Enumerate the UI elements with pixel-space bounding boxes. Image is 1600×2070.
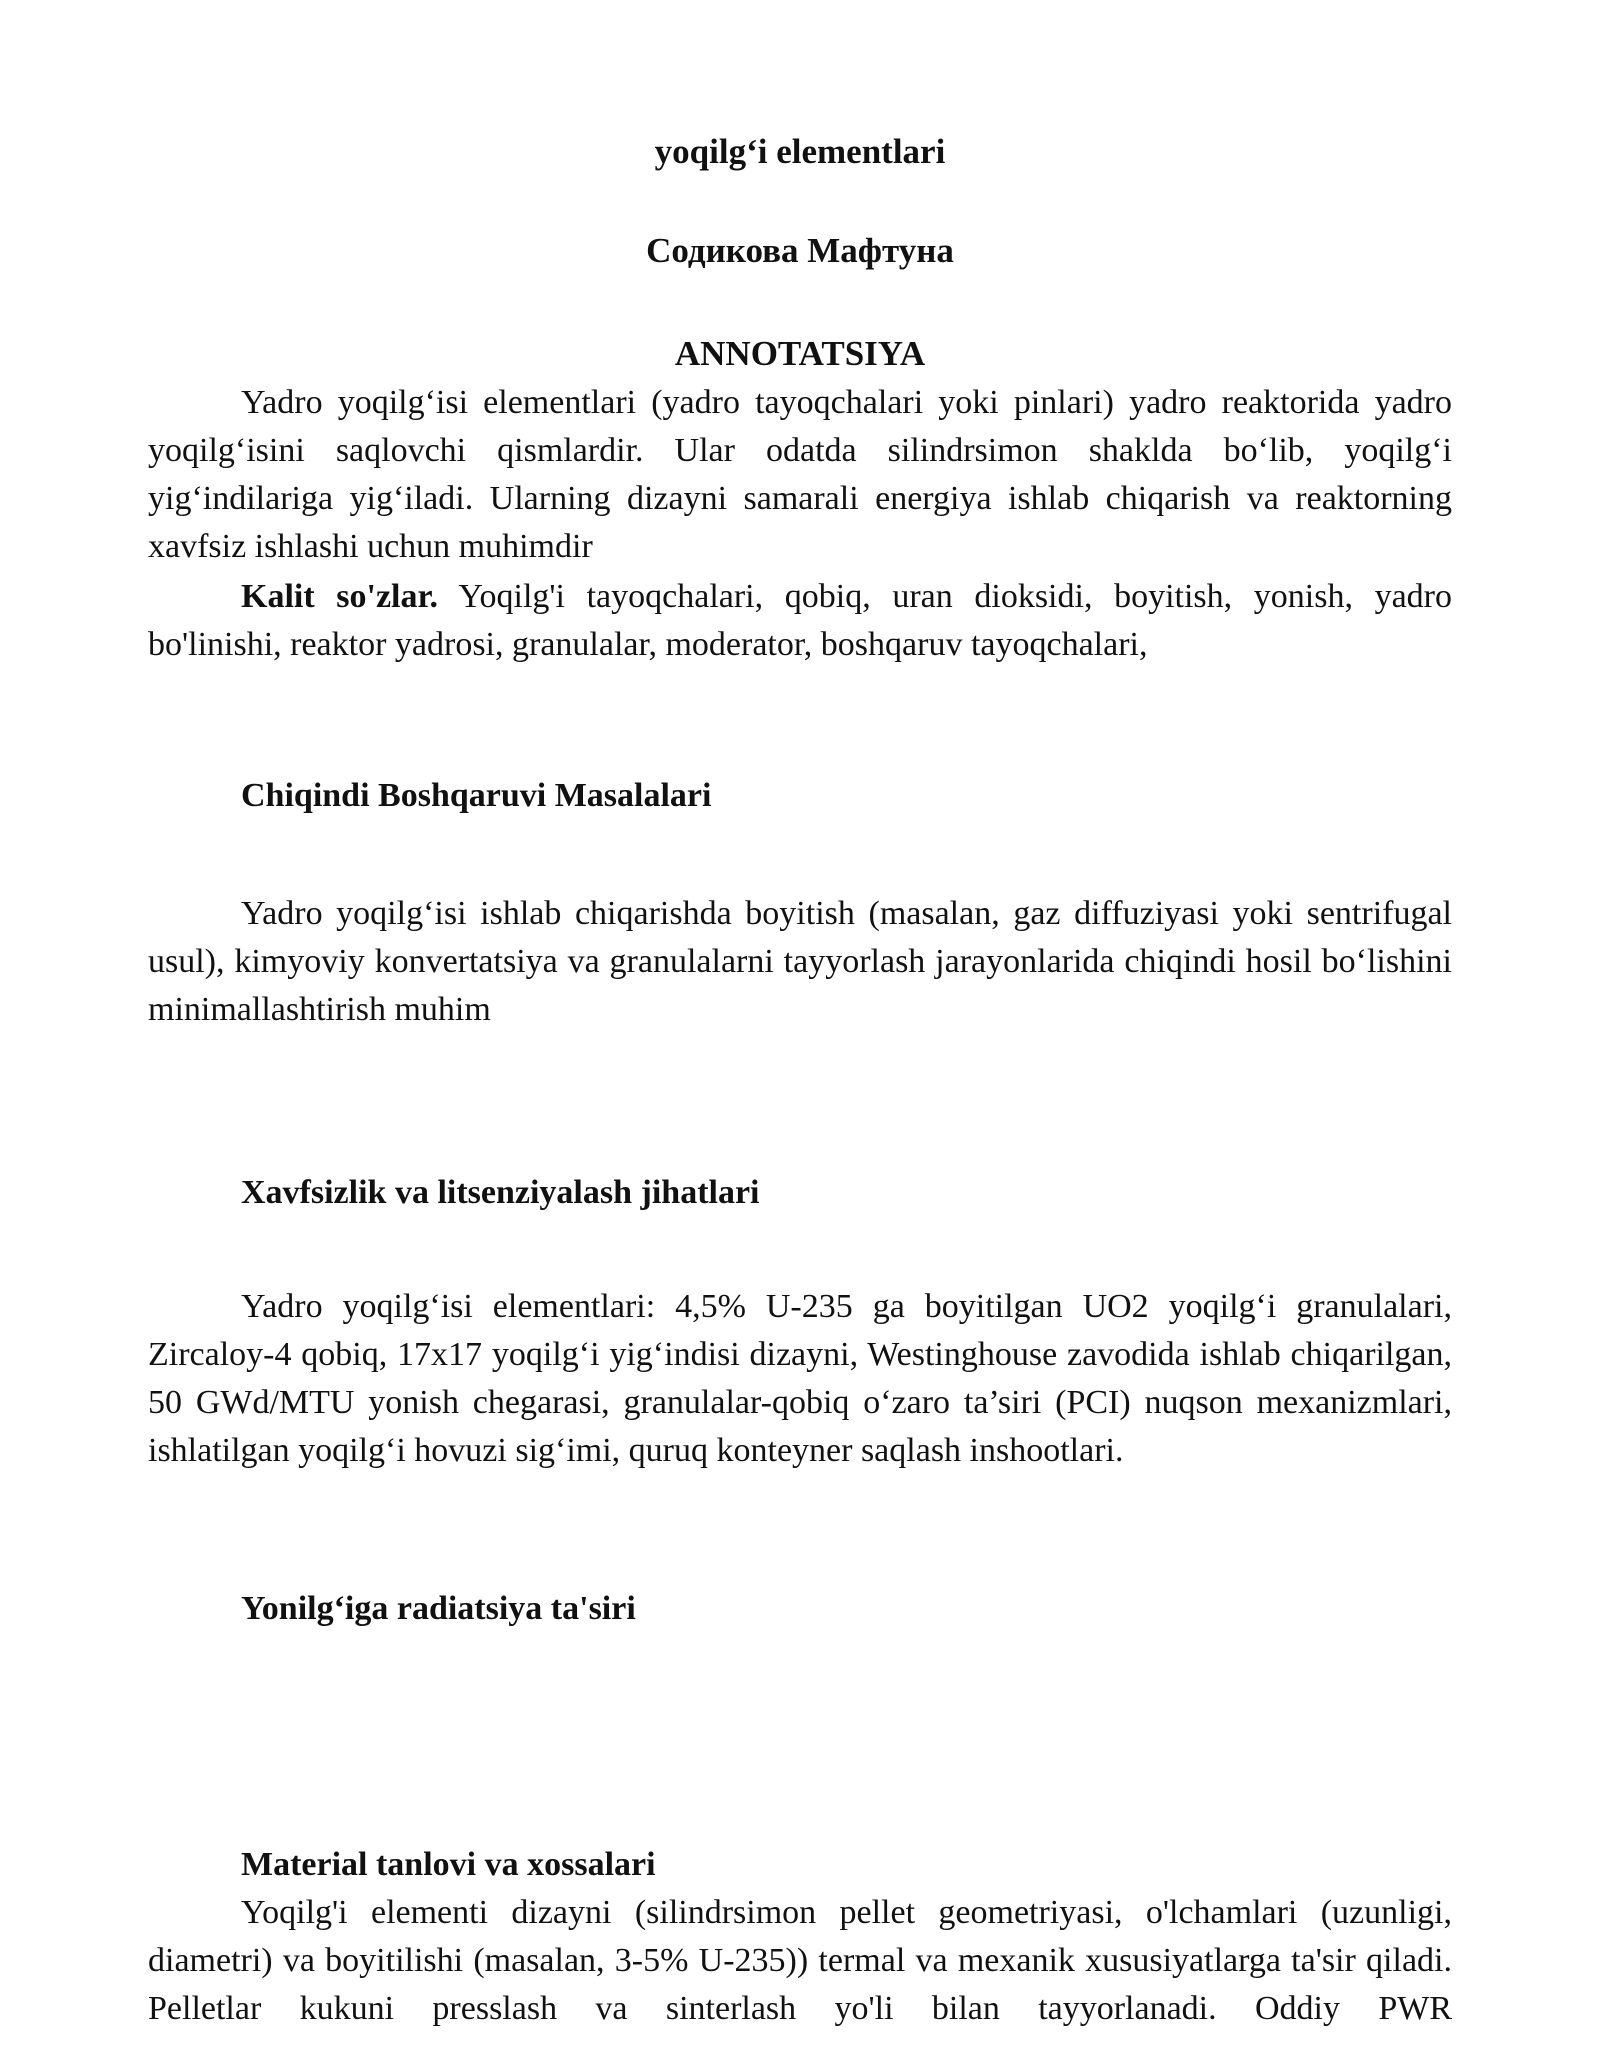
section-text-waste-management: Yadro yoqilg‘isi ishlab chiqarishda boyitish (masalan, gaz diffuziyasi yoki sentrifugal usul), kimyoviy konvertatsiya va granulalarni tayyorlash jarayonlarida chiqindi hosil bo‘lishini minimallashtirish muhim [148, 895, 1452, 1028]
author-name: Содикова Мафтуна [646, 231, 954, 270]
section-heading-radiation-effects: Yonilg‘iga radiatsiya ta'siri [241, 1590, 636, 1627]
annotation-heading: ANNOTATSIYA [674, 334, 926, 373]
section-heading-waste-management: Chiqindi Boshqaruvi Masalalari [241, 777, 712, 814]
section-heading-material-selection: Material tanlovi va xossalari [241, 1846, 656, 1883]
keywords-label: Kalit so'zlar. [241, 578, 438, 615]
section-text-safety-licensing: Yadro yoqilg‘isi elementlari: 4,5% U-235 ga boyitilgan UO2 yoqilg‘i granulalari, Zircaloy-4 qobiq, 17x17 yoqilg‘i yig‘indisi dizayni, Westinghouse zavodida ishlab chiqarilgan, 50 GWd/MTU yonish chegarasi, granulalar-qobiq o‘zaro ta’siri (PCI) nuqson mexanizmlari, ishlatilgan yoqilg‘i hovuzi sig‘imi, quruq konteyner saqlash inshootlari. [148, 1288, 1452, 1469]
annotation-paragraph: Yadro yoqilg‘isi elementlari (yadro tayoqchalari yoki pinlari) yadro reaktorida yadro yoqilg‘isini saqlovchi qismlardir. Ular odatda silindrsimon shaklda bo‘lib, yoqilg‘i yig‘indilariga yig‘iladi. Ularning dizayni samarali energiya ishlab chiqarish va reaktorning xavfsiz ishlashi uchun muhimdir [148, 384, 1452, 565]
section-heading-safety-licensing: Xavfsizlik va litsenziyalash jihatlari [241, 1174, 760, 1211]
keywords-paragraph [148, 573, 1452, 669]
document-title: yoqilg‘i elementlari [654, 132, 946, 171]
keywords-text: Yoqilg'i tayoqchalari, qobiq, uran dioksidi, boyitish, yonish, yadro bo'linishi, reaktor yadrosi, granulalar, moderator, boshqaruv tayoqchalari, [148, 578, 1452, 663]
section-text-material-selection: Yoqilg'i elementi dizayni (silindrsimon pellet geometriyasi, o'lchamlari (uzunligi, diametri) va boyitilishi (masalan, 3-5% U-235)) termal va mexanik xususiyatlarga ta'sir qiladi. Pelletlar kukuni presslash va sinterlash yo'li bilan tayyorlanadi. Oddiy PWR [148, 1894, 1452, 2027]
